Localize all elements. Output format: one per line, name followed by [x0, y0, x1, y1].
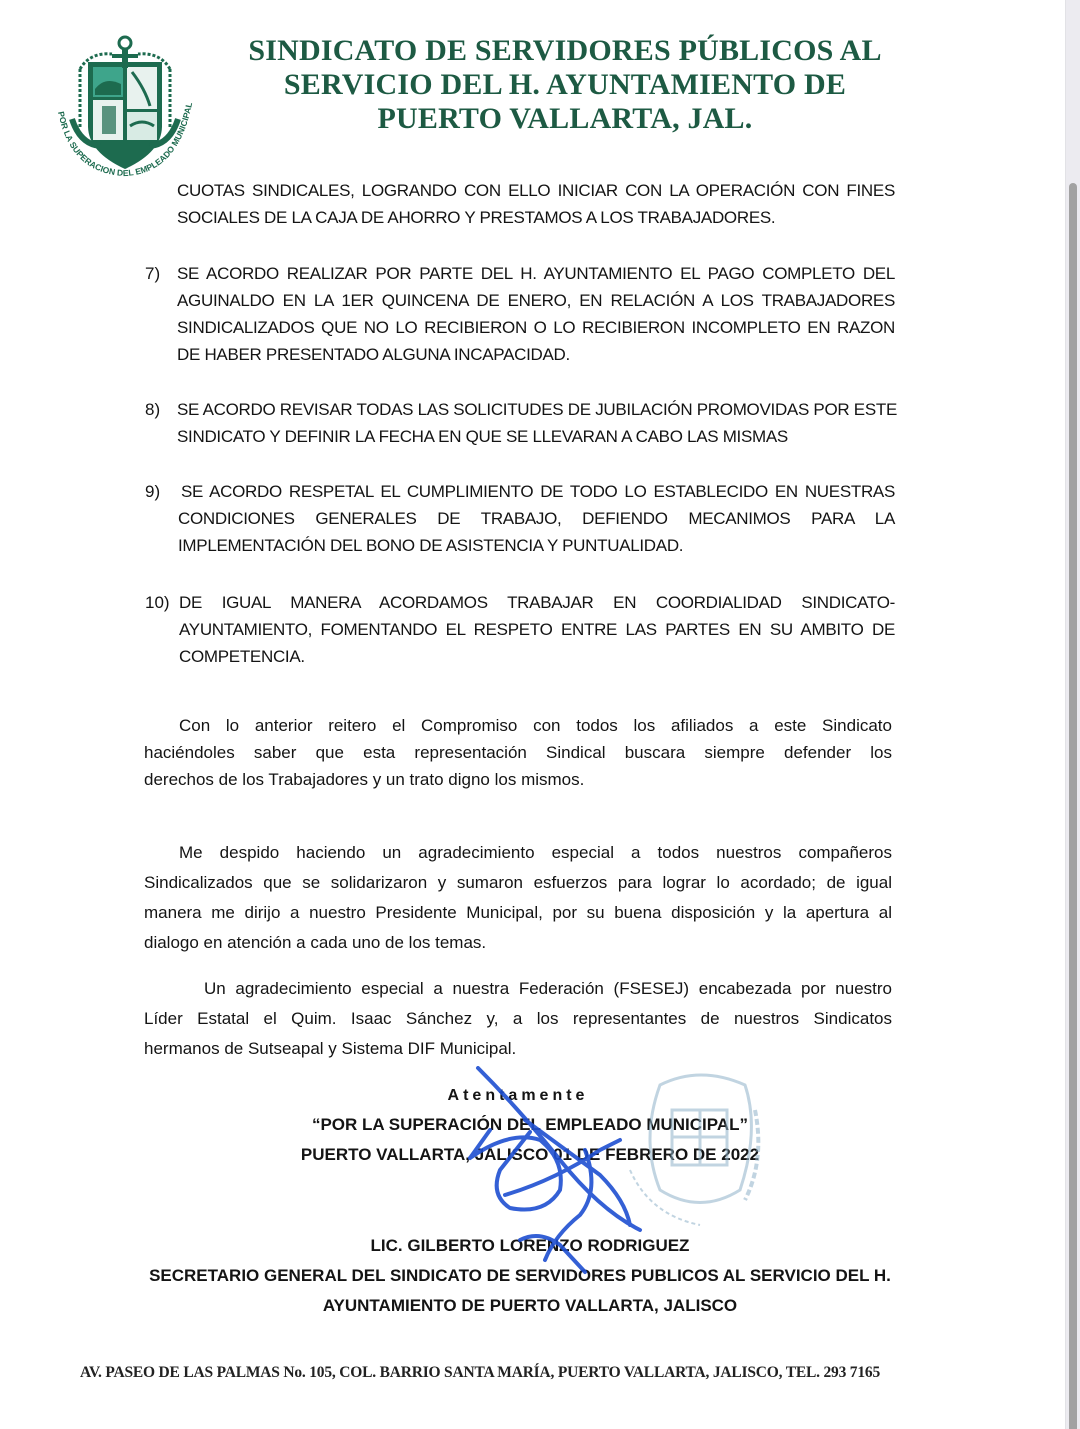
title-line: SINDICATO DE SERVIDORES PÚBLICOS AL [248, 34, 882, 67]
vertical-scrollbar[interactable] [1065, 0, 1080, 1429]
text-line: Líder Estatal el Quim. Isaac Sánchez y, a los representantes de nuestros Sindicatos [144, 1009, 892, 1028]
item-number: 8) [145, 400, 161, 419]
text-line: SOCIALES DE LA CAJA DE AHORRO Y PRESTAMOS A LOS TRABAJADORES. [177, 208, 776, 227]
closing-place-date: PUERTO VALLARTA, JALISCO 01 DE FEBRERO DE 2022 [300, 1145, 760, 1164]
closing-motto: “POR LA SUPERACIÓN DEL EMPLEADO MUNICIPAL” [311, 1115, 749, 1134]
item-number: 10) [145, 593, 170, 612]
text-line: SE ACORDO REALIZAR POR PARTE DEL H. AYUNTAMIENTO EL PAGO COMPLETO DEL [177, 264, 895, 283]
text-line: hermanos de Sutseapal y Sistema DIF Municipal. [144, 1039, 517, 1058]
text-line: derechos de los Trabajadores y un trato digno los mismos. [144, 770, 585, 789]
union-logo-emblem [50, 34, 200, 179]
text-line: Sindicalizados que se solidarizaron y sumaron esfuerzos para lograr lo acordado; de igual [144, 873, 892, 892]
closing-salutation: Atentamente [447, 1087, 589, 1104]
text-line: SE ACORDO RESPETAL EL CUMPLIMIENTO DE TODO LO ESTABLECIDO EN NUESTRAS [181, 482, 895, 501]
item-number: 7) [145, 264, 161, 283]
text-line: COMPETENCIA. [179, 647, 305, 666]
text-line: SE ACORDO REVISAR TODAS LAS SOLICITUDES DE JUBILACIÓN PROMOVIDAS POR ESTE [177, 400, 897, 419]
paragraph-commitment [144, 712, 892, 793]
text-line: AGUINALDO EN LA 1ER QUINCENA DE ENERO, EN RELACIÓN A LOS TRABAJADORES [177, 291, 895, 310]
text-line: Un agradecimiento especial a nuestra Federación (FSESEJ) encabezada por nuestro [204, 979, 892, 998]
text-line: SINDICATO Y DEFINIR LA FECHA EN QUE SE LLEVARAN A CABO LAS MISMAS [177, 427, 788, 446]
text-line: Me despido haciendo un agradecimiento especial a todos nuestros compañeros [179, 843, 892, 862]
text-line: Con lo anterior reitero el Compromiso con todos los afiliados a este Sindicato [179, 716, 892, 735]
scrollbar-thumb[interactable] [1069, 183, 1077, 1429]
title-line: SERVICIO DEL H. AYUNTAMIENTO DE [283, 68, 847, 101]
text-line: IMPLEMENTACIÓN DEL BONO DE ASISTENCIA Y PUNTUALIDAD. [178, 536, 684, 555]
text-line: CUOTAS SINDICALES, LOGRANDO CON ELLO INICIAR CON LA OPERACIÓN CON FINES [177, 181, 895, 200]
signer-name: LIC. GILBERTO LORENZO RODRIGUEZ [370, 1236, 690, 1255]
signer-title-line: SECRETARIO GENERAL DEL SINDICATO DE SERVIDORES PUBLICOS AL SERVICIO DEL H. [149, 1266, 891, 1285]
text-line: haciéndoles saber que esta representación Sindical buscara siempre defender los [144, 743, 892, 762]
item-10-text [179, 589, 895, 670]
signer-title-line: AYUNTAMIENTO DE PUERTO VALLARTA, JALISCO [322, 1296, 738, 1315]
text-line: dialogo en atención a cada uno de los temas. [144, 933, 487, 952]
document-title [240, 34, 890, 136]
text-line: SINDICALIZADOS QUE NO LO RECIBIERON O LO RECIBIERON INCOMPLETO EN RAZON [177, 318, 895, 337]
item-8-text [177, 396, 895, 450]
svg-text:POR LA SUPERACION DEL EMPLEADO: POR LA SUPERACION DEL EMPLEADO MUNICIPAL [56, 101, 195, 179]
item-number: 9) [145, 482, 161, 501]
paragraph-federation [144, 974, 892, 1064]
item-9-text [178, 478, 895, 559]
title-line: PUERTO VALLARTA, JAL. [377, 102, 753, 135]
paragraph-thanks [144, 838, 892, 958]
text-line: CONDICIONES GENERALES DE TRABAJO, DEFIENDO MECANIMOS PARA LA [178, 509, 895, 528]
footer-address: AV. PASEO DE LAS PALMAS No. 105, COL. BARRIO SANTA MARÍA, PUERTO VALLARTA, JALISCO, TEL. 293 7165 [80, 1364, 881, 1381]
text-line: DE IGUAL MANERA ACORDAMOS TRABAJAR EN COORDIALIDAD SINDICATO- [179, 593, 895, 612]
item-7-text [177, 260, 895, 368]
continuation-text [177, 177, 895, 231]
text-line: AYUNTAMIENTO, FOMENTANDO EL RESPETO ENTRE LAS PARTES EN SU AMBITO DE [179, 620, 895, 639]
text-line: DE HABER PRESENTADO ALGUNA INCAPACIDAD. [177, 345, 570, 364]
text-line: manera me dirijo a nuestro Presidente Municipal, por su buena disposición y la apertura al [144, 903, 892, 922]
